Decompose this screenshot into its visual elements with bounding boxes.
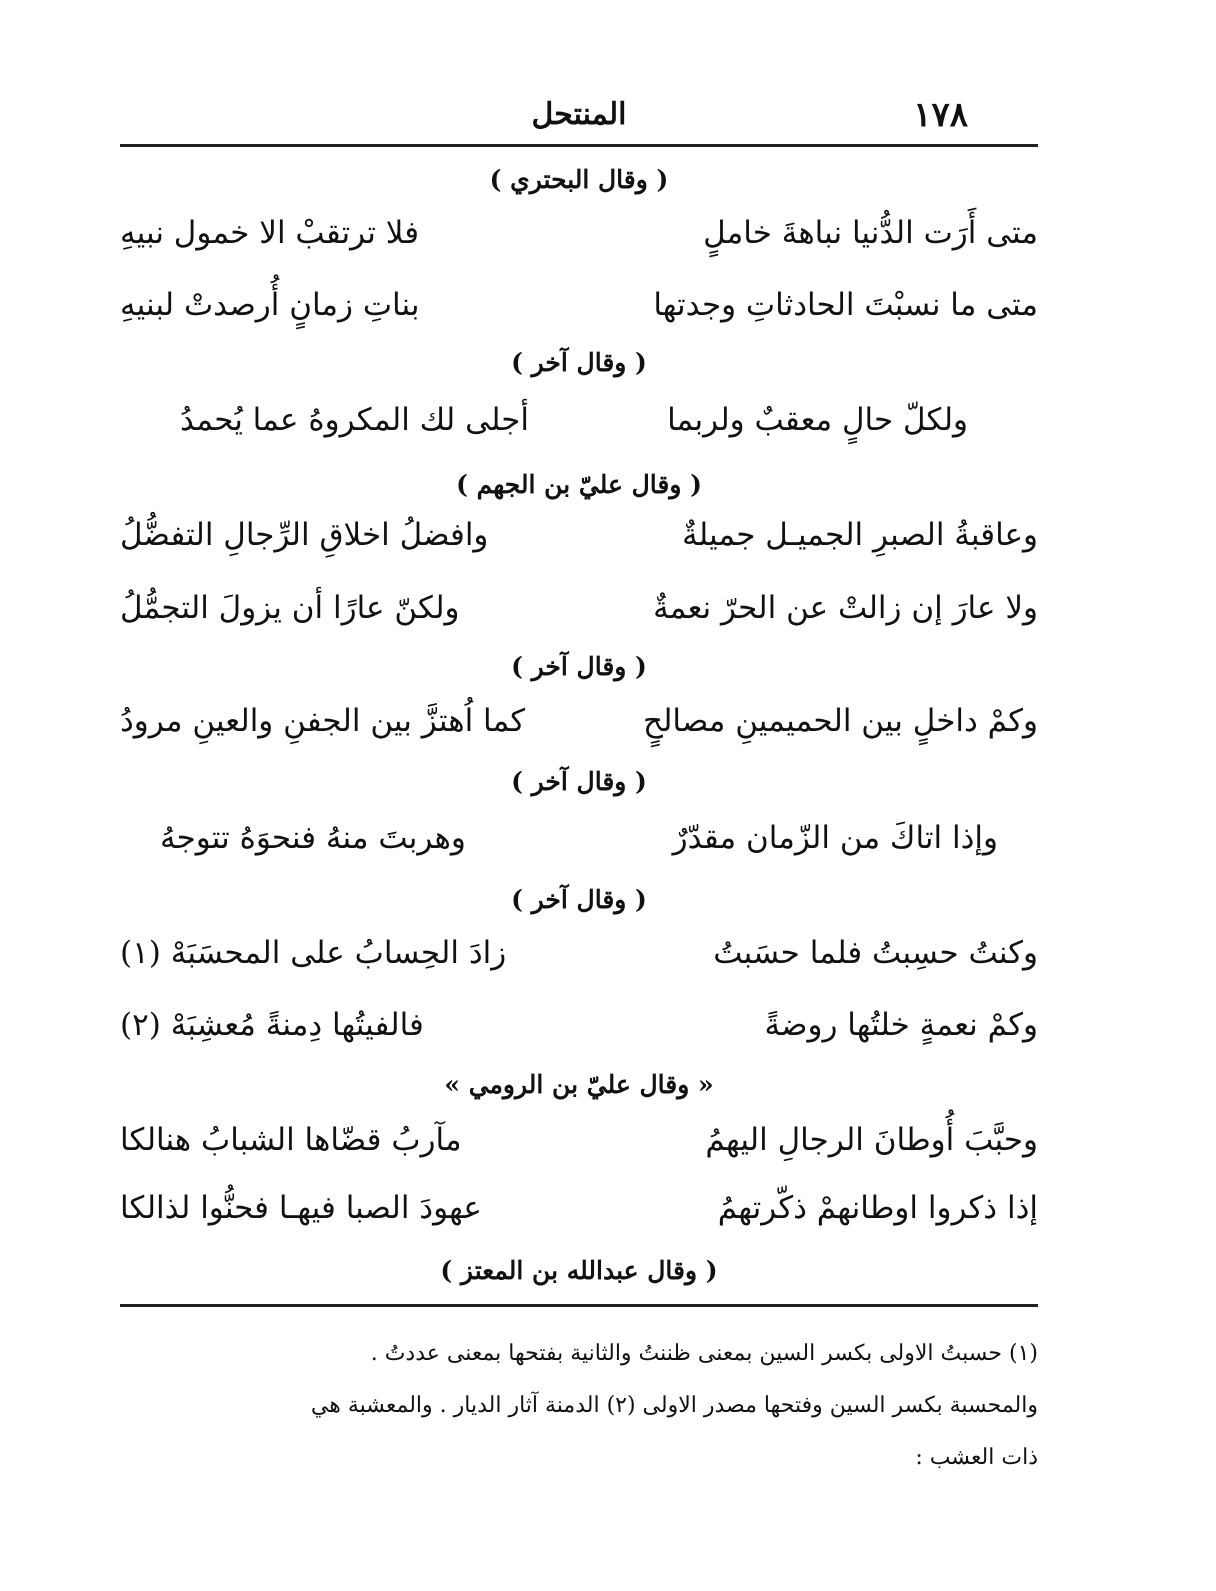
attribution-heading: ( وقال عبدالله بن المعتز )	[440, 1256, 718, 1285]
verse-first-hemistich: إذا ذكروا اوطانهمْ ذكّرتهمُ	[717, 1190, 1038, 1226]
verse-first-hemistich: متى أَرَت الدُّنيا نباهةَ خاملٍ	[703, 215, 1038, 251]
verse-second-hemistich: وافضلُ اخلاقِ الرِّجالِ التفضُّلُ	[120, 517, 489, 553]
page-header	[120, 95, 1038, 139]
verse-second-hemistich: ولكنّ عارًا أن يزولَ التجمُّلُ	[120, 590, 460, 626]
verse-first-hemistich: متى ما نسبْتَ الحادثاتِ وجدتها	[653, 287, 1038, 323]
footnote-line: (١) حسبتُ الاولى بكسر السين بمعنى ظننتُ والثانية بفتحها بمعنى عددتُ .	[370, 1341, 1038, 1366]
verse-first-hemistich: وحبَّبَ أُوطانَ الرجالِ اليهمُ	[705, 1122, 1038, 1158]
verse-second-hemistich: فلا ترتقبْ الا خمول نبيهِ	[120, 215, 420, 251]
verse-second-hemistich: كما اُهتزَّ بين الجفنِ والعينِ مرودُ	[120, 703, 526, 739]
attribution-heading: ( وقال آخر )	[511, 767, 647, 796]
verse-line	[120, 820, 1038, 876]
verse-second-hemistich: زادَ الحِسابُ على المحسَبَهْ (١)	[120, 935, 507, 971]
footnote-line: ذات العشب :	[915, 1445, 1038, 1470]
attribution-heading: ( وقال البحتري )	[489, 165, 669, 194]
verse-second-hemistich: عهودَ الصبا فيهـا فحنُّوا لذالكا	[120, 1190, 482, 1226]
verse-line	[120, 703, 1038, 759]
verse-first-hemistich: وكمْ نعمةٍ خلتُها روضةً	[764, 1007, 1038, 1043]
verse-line	[120, 590, 1038, 646]
attribution-heading: ( وقال عليّ بن الجهم )	[456, 470, 702, 499]
verse-line	[120, 402, 1038, 458]
verse-line	[120, 215, 1038, 271]
footnote-rule	[120, 1304, 1038, 1307]
verse-line	[120, 1122, 1038, 1178]
verse-first-hemistich: وعاقبةُ الصبرِ الجميـل جميلةٌ	[682, 517, 1038, 553]
verse-line	[120, 1007, 1038, 1063]
verse-line	[120, 935, 1038, 991]
verse-second-hemistich: أجلى لك المكروهُ عما يُحمدُ	[180, 402, 529, 438]
verse-first-hemistich: وكمْ داخلٍ بين الحميمينِ مصالحٍ	[642, 703, 1038, 739]
verse-second-hemistich: مآربُ قضّاها الشبابُ هنالكا	[120, 1122, 462, 1158]
attribution-heading: ( وقال آخر )	[511, 885, 647, 914]
attribution-heading: ( وقال آخر )	[511, 652, 647, 681]
verse-line	[120, 1190, 1038, 1246]
attribution-heading: « وقال عليّ بن الرومي »	[444, 1070, 714, 1099]
verse-line	[120, 287, 1038, 343]
footnotes	[120, 1328, 1038, 1484]
verse-first-hemistich: وكنتُ حسِبتُ فلما حسَبتُ	[713, 935, 1038, 971]
footnote-line: والمحسبة بكسر السين وفتحها مصدر الاولى (٢) الدمنة آثار الديار . والمعشبة هي	[310, 1393, 1038, 1418]
verse-line	[120, 517, 1038, 573]
verse-second-hemistich: فالفيتُها دِمنةً مُعشِبَهْ (٢)	[120, 1007, 424, 1043]
verse-second-hemistich: بناتِ زمانٍ أُرصدتْ لبنيهِ	[120, 287, 420, 323]
verse-first-hemistich: وإذا اتاكَ من الزّمان مقدّرٌ	[672, 820, 998, 856]
page-number: ١٧٨	[913, 95, 968, 135]
verse-first-hemistich: ولكلّ حالٍ معقبٌ ولربما	[667, 402, 968, 438]
verse-second-hemistich: وهربتَ منهُ فنحوَهُ تتوجهُ	[160, 820, 466, 856]
book-title: المنتحل	[531, 97, 627, 132]
header-rule	[120, 144, 1038, 147]
verse-first-hemistich: ولا عارَ إن زالتْ عن الحرّ نعمةٌ	[653, 590, 1038, 626]
attribution-heading: ( وقال آخر )	[511, 348, 647, 377]
